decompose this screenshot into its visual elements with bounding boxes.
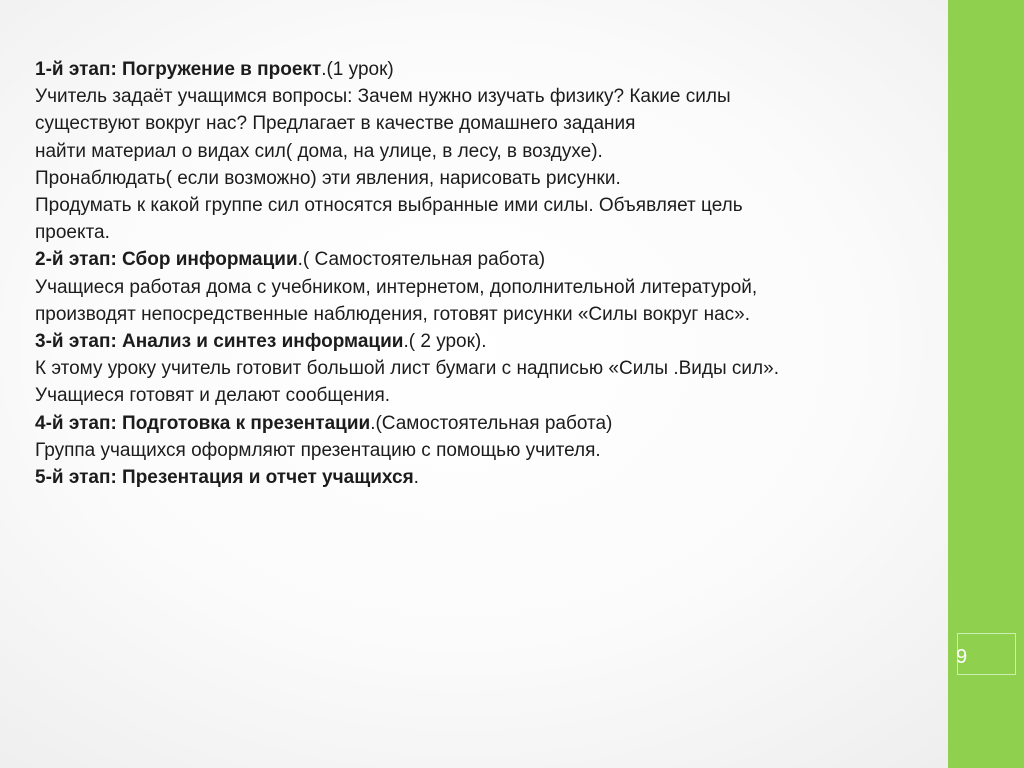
stage-2-line: производят непосредственные наблюдения, готовят рисунки «Силы вокруг нас».: [35, 303, 750, 325]
stage-2-title: 2-й этап: Сбор информации: [35, 249, 298, 271]
stage-5-heading: [35, 464, 940, 491]
stage-3-heading: [35, 328, 940, 355]
stage-1-line: Учитель задаёт учащимся вопросы: Зачем нужно изучать физику? Какие силы: [35, 86, 731, 108]
stage-3-line: Учащиеся готовят и делают сообщения.: [35, 385, 391, 407]
stage-1-line: проекта.: [35, 222, 110, 244]
stage-1-heading: [35, 56, 940, 83]
stage-5-title: 5-й этап: Презентация и отчет учащихся: [35, 467, 414, 489]
stage-4-note: .(Самостоятельная работа): [370, 412, 613, 434]
stage-1-note: .(1 урок): [321, 59, 394, 80]
stage-4-line: Группа учащихся оформляют презентацию с помощью учителя.: [35, 439, 601, 461]
stage-4-title: 4-й этап: Подготовка к презентации: [35, 412, 371, 434]
stage-4-heading: [35, 410, 940, 437]
stage-3-title: 3-й этап: Анализ и синтез информации: [35, 331, 404, 353]
stage-1-line: Пронаблюдать( если возможно) эти явления, нарисовать рисунки.: [35, 167, 621, 189]
stage-3-note: .( 2 урок).: [403, 331, 487, 353]
stage-1-title: 1-й этап: Погружение в проект: [35, 59, 322, 80]
stage-3-line: К этому уроку учитель готовит большой лист бумаги с надписью «Силы .Виды сил».: [35, 358, 779, 380]
slide-content: [35, 56, 940, 491]
stage-1-line: Продумать к какой группе сил относятся выбранные ими силы. Объявляет цель: [35, 195, 743, 217]
stage-2-line: Учащиеся работая дома с учебником, интернетом, дополнительной литературой,: [35, 276, 758, 298]
stage-1-line: найти материал о видах сил( дома, на улице, в лесу, в воздухе).: [35, 140, 603, 162]
page-number: 9: [956, 646, 968, 668]
stage-1-line: существуют вокруг нас? Предлагает в качестве домашнего задания: [35, 113, 636, 135]
stage-2-note: .( Самостоятельная работа): [297, 249, 546, 271]
stage-5-note: .: [413, 467, 419, 489]
stage-2-heading: [35, 246, 940, 273]
